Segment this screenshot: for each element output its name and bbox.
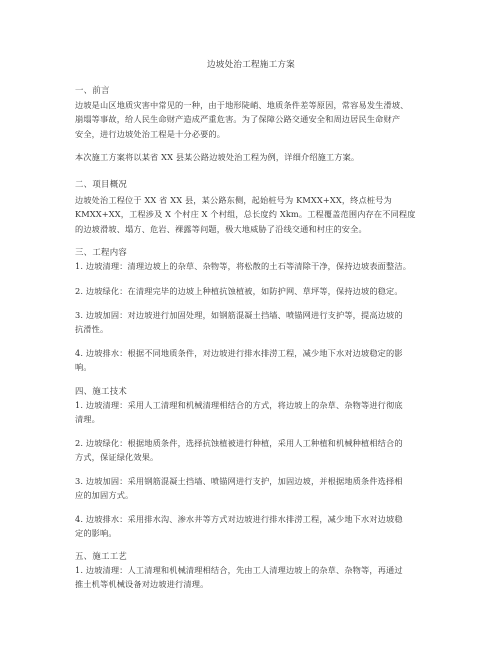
list-item: 2. 边坡绿化：在清理完毕的边坡上种植抗蚀植被，如防护网、草坪等，保持边坡的稳定。 — [75, 286, 403, 296]
section-heading-3: 三、工程内容 — [75, 247, 128, 257]
paragraph: 边坡是山区地质灾害中常见的一种，由于地形陡峭、地质条件差等原因，常容易发生滑坡、 崩塌等事故，给人民生命财产造成严重危害。为了保障公路交通安全和周边居民生命财产 安全，进行边坡处治工程是十分必要的。 — [75, 100, 409, 139]
list-item: 1. 边坡清理：清理边坡上的杂草、杂物等，将松散的土石等清除干净，保持边坡表面整洁。 — [75, 261, 412, 271]
list-item: 2. 边坡绿化：根据地质条件，选择抗蚀植被进行种植，采用人工种植和机械种植相结合的 方式，保证绿化效果。 — [75, 438, 403, 463]
list-item: 3. 边坡加固：采用钢筋混凝土挡墙、喷锚网进行支护，加固边坡，并根据地质条件选择相 应的加固方式。 — [75, 476, 403, 501]
paragraph: 本次施工方案将以某省 XX 县某公路边坡处治工程为例，详细介绍施工方案。 — [75, 152, 360, 162]
section-heading-4: 四、施工技术 — [75, 386, 128, 396]
list-item: 1. 边坡清理：采用人工清理和机械清理相结合的方式，将边坡上的杂草、杂物等进行彻底 清理。 — [75, 400, 403, 425]
section-heading-5: 五、施工工艺 — [75, 551, 128, 561]
document-title: 边坡处治工程施工方案 — [207, 60, 295, 70]
list-item: 4. 边坡排水：根据不同地质条件，对边坡进行排水排涝工程，减少地下水对边坡稳定的影 响。 — [75, 348, 403, 373]
section-heading-2: 二、项目概况 — [75, 179, 128, 189]
paragraph: 边坡处治工程位于 XX 省 XX 县，某公路东侧，起始桩号为 KMXX+XX，终点桩号为 KMXX+XX，工程涉及 X 个村庄 X 个村组，总长度约 Xkm。工程覆盖范围内存在不同程度 的边坡滑坡、塌方、危岩、裸露等问题，极大地威胁了沿线交通和村庄的安全。 — [75, 195, 416, 234]
list-item: 1. 边坡清理：人工清理和机械清理相结合，先由工人清理边坡上的杂草、杂物等，再通过 推土机等机械设备对边坡进行清理。 — [75, 565, 403, 590]
section-heading-1: 一、前言 — [75, 85, 110, 95]
list-item: 4. 边坡排水：采用排水沟、渗水井等方式对边坡进行排水排涝工程，减少地下水对边坡稳 定的影响。 — [75, 514, 403, 539]
list-item: 3. 边坡加固：对边坡进行加固处理，如钢筋混凝土挡墙、喷锚网进行支护等，提高边坡的 抗滑性。 — [75, 310, 403, 335]
